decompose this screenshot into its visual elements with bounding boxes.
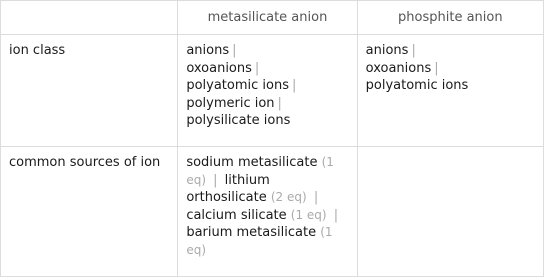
row-header-common-sources: common sources of ion — [1, 147, 178, 277]
source-equivalents: (1 eq) — [186, 225, 333, 257]
separator: | — [313, 190, 319, 205]
source-equivalents: (1 eq) — [186, 155, 334, 187]
source-name: sodium metasilicate — [186, 155, 318, 170]
ion-class-item: anions — [365, 43, 409, 58]
column-header-metasilicate: metasilicate anion — [178, 1, 357, 35]
cell-metasilicate-sources — [178, 147, 357, 277]
table-row-ion-class — [1, 35, 544, 147]
ion-class-item: oxoanions — [186, 60, 252, 76]
separator: | — [434, 60, 439, 76]
ion-class-item: oxoanions — [365, 60, 432, 76]
table-row-common-sources — [1, 147, 544, 277]
cell-phosphite-ion-class — [357, 35, 543, 147]
separator: | — [277, 95, 282, 111]
column-header-phosphite: phosphite anion — [357, 1, 543, 35]
source-name: lithium orthosilicate — [186, 172, 270, 205]
cell-phosphite-sources — [357, 147, 543, 277]
cell-metasilicate-ion-class — [178, 35, 357, 147]
separator: | — [254, 60, 260, 76]
ion-class-item: polyatomic ions — [186, 78, 289, 93]
ion-class-item: polyatomic ions — [365, 78, 469, 93]
corner-cell — [1, 1, 178, 35]
separator: | — [232, 43, 237, 58]
row-header-ion-class: ion class — [1, 35, 178, 147]
separator: | — [213, 172, 218, 188]
ion-class-item: anions — [186, 43, 230, 58]
ion-class-item: polymeric ion — [186, 95, 275, 111]
header-row — [1, 1, 544, 35]
source-name: calcium silicate — [186, 207, 287, 223]
separator: | — [411, 43, 416, 58]
separator: | — [291, 78, 297, 93]
source-equivalents: (1 eq) — [290, 207, 327, 222]
separator: | — [333, 207, 339, 223]
ion-class-item: polysilicate ions — [186, 113, 291, 128]
source-equivalents: (2 eq) — [270, 190, 307, 204]
source-name: barium metasilicate — [186, 225, 317, 240]
